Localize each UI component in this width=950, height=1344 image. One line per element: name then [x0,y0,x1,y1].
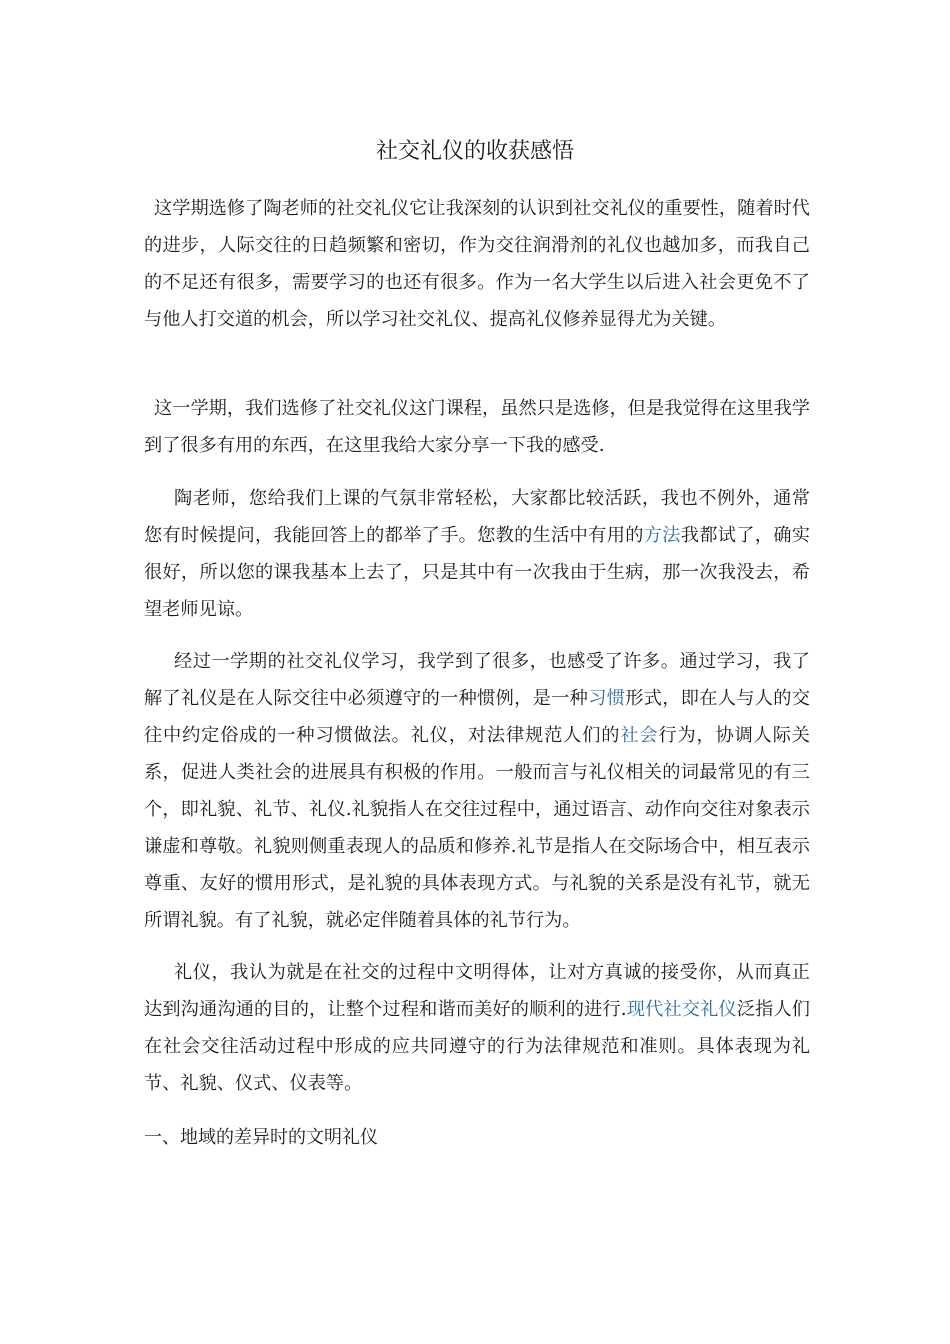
keyword-link-modern-etiquette[interactable]: 现代社交礼仪 [626,999,737,1020]
paragraph-1 [144,190,810,338]
paragraph-2 [144,390,810,464]
paragraph-text: 我都试了，确实很好，所以您的课我基本上去了，只是其中有一次我由于生病，那一次我没去，希望老师见谅。 [144,525,810,620]
keyword-link-society[interactable]: 社会 [620,725,659,746]
document-title: 社交礼仪的收获感悟 [375,139,574,164]
keyword-link-method[interactable]: 方法 [643,525,681,546]
paragraph-text: 这一学期，我们选修了社交礼仪这门课程，虽然只是选修，但是我觉得在这里我学到了很多有用的东西，在这里我给大家分享一下我的感受. [144,398,810,456]
paragraph-5 [144,954,810,1102]
paragraph-3 [144,480,810,628]
keyword-link-habit[interactable]: 习惯 [588,688,626,709]
paragraph-text: 行为，协调人际关系，促进人类社会的进展具有积极的作用。一般而言与礼仪相关的词最常见的有三个，即礼貌、礼节、礼仪.礼貌指人在交往过程中，通过语言、动作向交往对象表示谦虚和尊敬。礼貌则侧重表现人的品质和修养.礼节是指人在交际场合中，相互表示尊重、友好的惯用形式，是礼貌的具体表现方式。与礼貌的关系是没有礼节，就无所谓礼貌。有了礼貌，就必定伴随着具体的礼节行为。 [144,725,810,931]
paragraph-text: 经过一学期的社交礼仪学习，我学到了很多，也感受了许多。通过学习，我了解了礼仪是在人际交往中必须遵守的一种惯例，是一种 [144,651,810,709]
paragraph-text: 形式，即在人与人的交往中约定俗成的一种习惯做法。礼仪，对法律规范人们的 [144,688,810,746]
paragraph-text: 礼仪，我认为就是在社交的过程中文明得体，让对方真诚的接受你，从而真正达到沟通沟通的目的，让整个过程和谐而美好的顺利的进行. [144,962,810,1020]
section-heading: 一、地域的差异时的文明礼仪 [144,1127,378,1148]
paragraph-4 [144,643,810,939]
paragraph-text: 这学期选修了陶老师的社交礼仪它让我深刻的认识到社交礼仪的重要性，随着时代的进步，人际交往的日趋频繁和密切，作为交往润滑剂的礼仪也越加多，而我自己的不足还有很多，需要学习的也还有很多。作为一名大学生以后进入社会更免不了与他人打交道的机会，所以学习社交礼仪、提高礼仪修养显得尤为关键。 [144,198,810,330]
paragraph-text: 陶老师，您给我们上课的气氛非常轻松，大家都比较活跃，我也不例外，通常您有时候提问，我能回答上的都举了手。您教的生活中有用的 [144,488,810,546]
paragraph-text: 泛指人们在社会交往活动过程中形成的应共同遵守的行为法律规范和准则。具体表现为礼节、礼貌、仪式、仪表等。 [144,999,810,1094]
